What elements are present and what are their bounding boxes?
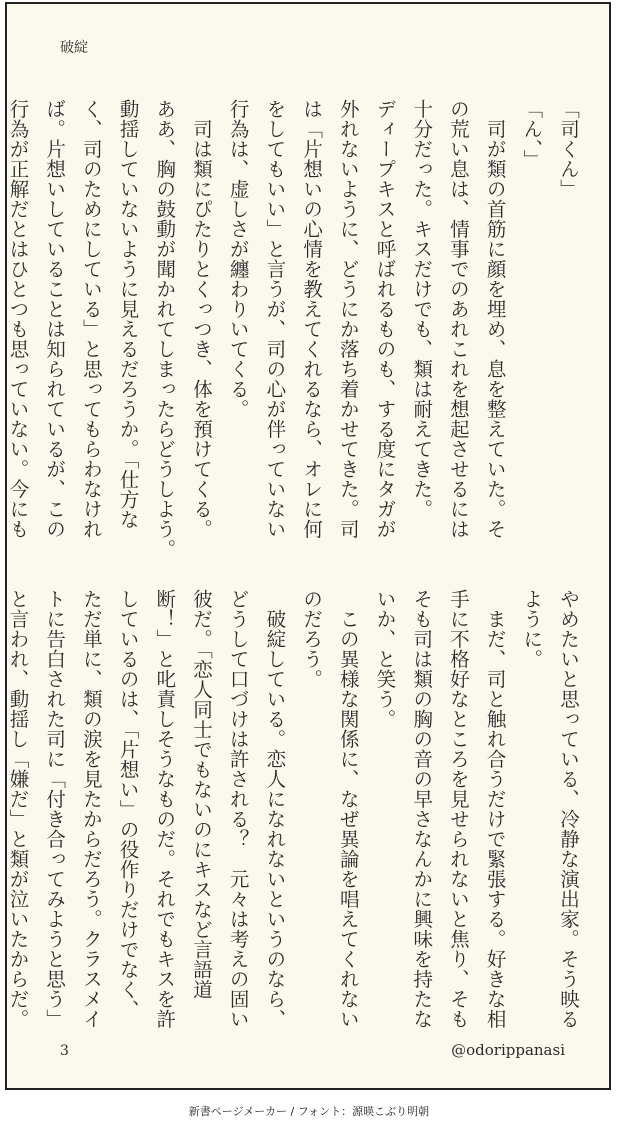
- text-line: 司が類の首筋に顔を埋め、息を整えていた。そ: [483, 99, 507, 539]
- text-line: いか、と笑う。: [373, 589, 397, 729]
- text-line: ディープキスと呼ばれるものも、する度にタガが: [373, 99, 397, 539]
- chapter-title: 破綻: [60, 40, 88, 56]
- text-line: 司は類にぴたりとくっつき、体を預けてくる。: [189, 99, 213, 539]
- text-line: 手に不格好なところを見せられないと焦り、そも: [446, 589, 470, 1029]
- text-line: と言われ、動揺し「嫌だ」と類が泣いたからだ。: [6, 589, 30, 1029]
- text-line: そも司は類の胸の音の早さなんかに興味を持たな: [410, 589, 434, 1029]
- text-line: まだ、司と触れ合うだけで緊張する。好きな相: [483, 589, 507, 1029]
- text-line: この異様な関係に、なぜ異論を唱えてくれない: [336, 589, 360, 1029]
- text-line: 行為が正解だとはひとつも思っていない。今にも: [6, 99, 30, 539]
- text-block-top: [6, 99, 586, 559]
- text-line: ただ単に、類の涙を見たからだろう。クラスメイ: [79, 589, 103, 1029]
- text-line: トに告白された司に「付き合ってみようと思う」: [43, 589, 67, 1029]
- text-line: 「ん、」: [520, 99, 544, 170]
- text-line: 外れないように、どうにか落ち着かせてきた。司: [336, 99, 360, 539]
- text-line: ば。片想いしていることは知られているが、この: [43, 99, 67, 539]
- text-line: をしてもいい」と言うが、司の心が伴っていない: [263, 99, 287, 539]
- text-line: 彼だ。「恋人同士でもないのにキスなど言語道: [189, 589, 213, 1000]
- text-line: ああ、胸の鼓動が聞かれてしまったらどうしよう。: [153, 99, 177, 559]
- text-line: 行為は、虚しさが纏わりいてくる。: [226, 99, 250, 419]
- author-handle: @odorippanasi: [451, 1041, 565, 1059]
- text-line: の荒い息は、情事でのあれこれを想起させるには: [446, 99, 470, 539]
- text-line: 「司くん」: [557, 99, 580, 199]
- text-line: 動揺していないように見えるだろうか。「仕方な: [116, 99, 140, 530]
- text-line: のだろう。: [300, 589, 324, 689]
- text-line: 破綻している。恋人になれないというのなら、: [263, 589, 287, 1029]
- text-line: しているのは、「片想い」の役作りだけでなく、: [116, 589, 140, 1020]
- text-line: 断！」と叱責しそうなものだ。それでもキスを許: [153, 589, 177, 1029]
- text-line: 十分だった。キスだけでも、類は耐えてきた。: [410, 99, 434, 519]
- text-line: ように。: [520, 589, 544, 669]
- text-line: やめたいと思っている、冷静な演出家。そう映る: [557, 589, 580, 1029]
- footer-credit: 新書ページメーカー / フォント：源暎こぶり明朝: [188, 1105, 430, 1118]
- text-line: く、司のためにしている」と思ってもらわなけれ: [79, 99, 103, 539]
- text-line: どうして口づけは許される？ 元々は考えの固い: [226, 589, 250, 1029]
- book-page: [5, 2, 611, 1090]
- text-line: は「片想いの心情を教えてくれるなら、オレに何: [300, 99, 324, 539]
- text-block-bottom: [6, 589, 586, 1034]
- page-number: 3: [60, 1043, 69, 1059]
